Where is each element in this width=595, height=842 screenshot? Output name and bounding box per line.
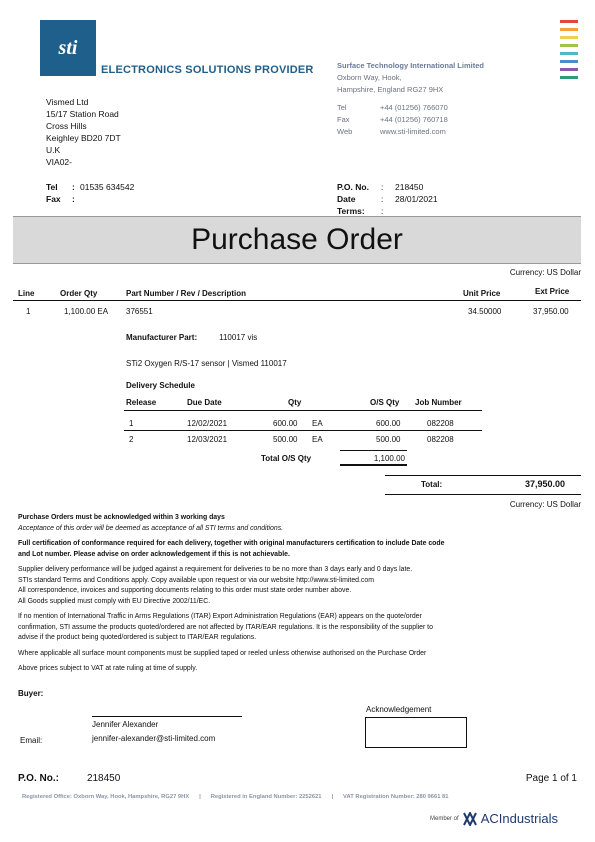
- total-rule: [385, 494, 581, 495]
- terms-and-conditions: [18, 513, 584, 680]
- col-line: Line: [18, 289, 35, 298]
- row-unit-price: 34.50000: [468, 307, 502, 316]
- company-address-line: Hampshire, England RG27 9HX: [337, 85, 444, 94]
- terms-line: If no mention of International Traffic in Arms Regulations (ITAR) Export Administration Regulations (EAR) appears on the quote/order: [18, 613, 422, 620]
- row-line: 1: [26, 307, 31, 316]
- terms-line: All Goods supplied must comply with EU Directive 2002/11/EC.: [18, 597, 211, 605]
- company-details: [337, 60, 484, 138]
- delivery-os: 600.00: [376, 419, 401, 428]
- delivery-schedule-title: Delivery Schedule: [126, 381, 195, 390]
- row-ext-price: 37,950.00: [533, 307, 569, 316]
- total-rule: [385, 475, 581, 476]
- delivery-uom: EA: [312, 419, 323, 428]
- brand-stripe: [560, 60, 578, 63]
- delivery-due: 12/02/2021: [187, 419, 228, 428]
- email-label: Email:: [20, 736, 43, 745]
- delivery-qty: 500.00: [273, 435, 298, 444]
- delivery-os: 500.00: [376, 435, 401, 444]
- registration-info: Registered Office: Oxborn Way, Hook, Hampshire, RG27 9HX | Registered in England Number: 2252621 | VAT Registration Number: 280 9661 81: [22, 794, 449, 800]
- currency-label: Currency: US Dollar: [509, 268, 581, 277]
- col-os-qty: O/S Qty: [370, 398, 400, 407]
- col-unit-price: Unit Price: [463, 289, 501, 298]
- company-tagline: ELECTRONICS SOLUTIONS PROVIDER: [101, 64, 314, 76]
- company-name: Surface Technology International Limited: [337, 61, 484, 70]
- terms-line: Above prices subject to VAT at rate ruling at time of supply.: [18, 665, 198, 672]
- document-title: Purchase Order: [13, 216, 581, 264]
- company-address-line: Oxborn Way, Hook,: [337, 73, 402, 82]
- company-logo: sti: [40, 20, 96, 76]
- brand-stripe: [560, 76, 578, 79]
- terms-line: Purchase Orders must be acknowledged within 3 working days: [18, 514, 225, 521]
- delivery-job: 082208: [427, 435, 454, 444]
- ac-industrials-icon: [463, 812, 477, 826]
- col-ext-price: Ext Price: [535, 287, 570, 296]
- delivery-release: 2: [129, 435, 134, 444]
- po-meta: P.O. No. : 218450 Date : 28/01/2021 Terms: :: [337, 182, 438, 216]
- col-release: Release: [126, 398, 157, 407]
- contact-web[interactable]: Web www.sti-limited.com: [337, 127, 446, 136]
- delivery-uom: EA: [312, 435, 323, 444]
- col-job-number: Job Number: [415, 398, 462, 407]
- delivery-qty: 600.00: [273, 419, 298, 428]
- delivery-due: 12/03/2021: [187, 435, 228, 444]
- brand-stripe: [560, 36, 578, 39]
- row-part: 376551: [126, 307, 153, 316]
- brand-stripe: [560, 68, 578, 71]
- delivery-rule: [124, 410, 482, 411]
- buyer-label: Buyer:: [18, 689, 44, 698]
- terms-line: Acceptance of this order will be deemed as acceptance of all STI terms and conditions.: [18, 524, 284, 532]
- supplier-address: Vismed Ltd 15/17 Station Road Cross Hills Keighley BD20 7DT U.K VIA02-: [46, 97, 121, 167]
- delivery-release: 1: [129, 419, 134, 428]
- col-due-date: Due Date: [187, 398, 222, 407]
- member-of-logo: [430, 811, 558, 826]
- terms-line: and Lot number. Please advise on order acknowledgement if this is not achievable.: [18, 550, 290, 558]
- terms-line: confirmation, STI assume the products quoted/ordered are not affected by ITAR/EAR regulations. It is the responsibility of the supplier to: [18, 623, 433, 631]
- supplier-contact: Tel : 01535 634542 Fax :: [46, 182, 135, 204]
- header-rule: [13, 300, 581, 301]
- terms-line: Where applicable all surface mount components must be supplied taped or reeled unless otherwise authorised on the Purchase Order: [18, 649, 427, 657]
- delivery-job: 082208: [427, 419, 454, 428]
- brand-stripe: [560, 44, 578, 47]
- col-part: Part Number / Rev / Description: [126, 289, 247, 298]
- part-description: STi2 Oxygen R/S-17 sensor | Vismed 110017: [126, 359, 287, 368]
- col-order-qty: Order Qty: [60, 289, 98, 298]
- contact-tel: Tel +44 (01256) 766070: [337, 103, 448, 112]
- col-qty: Qty: [288, 398, 302, 407]
- page-number: Page 1 of 1: [525, 773, 577, 784]
- brand-stripe: [560, 20, 578, 23]
- terms-line: STIs standard Terms and Conditions apply. Copy available upon request or via our website http://www.sti-limited.com: [18, 576, 374, 584]
- manufacturer-part: Manufacturer Part: 110017 vis: [126, 333, 258, 342]
- brand-stripe: [560, 28, 578, 31]
- acknowledgement-label: Acknowledgement: [366, 705, 432, 714]
- total-os-qty-label: Total O/S Qty: [261, 454, 312, 463]
- row-qty: 1,100.00 EA: [64, 307, 109, 316]
- member-brand: ACIndustrials: [480, 811, 558, 826]
- terms-line: All correspondence, invoices and supporting documents relating to this order must state order number above.: [18, 587, 352, 594]
- brand-color-stripes: [560, 20, 578, 84]
- member-of-label: Member of: [430, 815, 459, 822]
- terms-line: Full certification of conformance required for each delivery, together with original manufacturers certification to include Date code: [18, 540, 445, 547]
- currency-label-bottom: Currency: US Dollar: [509, 500, 581, 509]
- grand-total-label: Total:: [421, 480, 443, 489]
- terms-line: advise if the product being quoted/ordered is subject to ITAR/EAR regulations.: [18, 634, 257, 641]
- buyer-name: Jennifer Alexander: [92, 720, 159, 729]
- footer-po-number: P.O. No.: 218450: [18, 773, 121, 784]
- delivery-rule: [124, 430, 482, 431]
- brand-stripe: [560, 52, 578, 55]
- acknowledgement-box[interactable]: [365, 717, 467, 748]
- buyer-email[interactable]: jennifer-alexander@sti-limited.com: [92, 734, 216, 743]
- contact-fax: Fax +44 (01256) 760718: [337, 115, 448, 124]
- terms-line: Supplier delivery performance will be judged against a requirement for deliveries to be no more than 3 days early and 0 days late.: [18, 566, 413, 573]
- total-os-qty-value: 1,100.00: [340, 450, 407, 466]
- grand-total-value: 37,950.00: [524, 479, 565, 489]
- buyer-signature-line: [92, 716, 242, 717]
